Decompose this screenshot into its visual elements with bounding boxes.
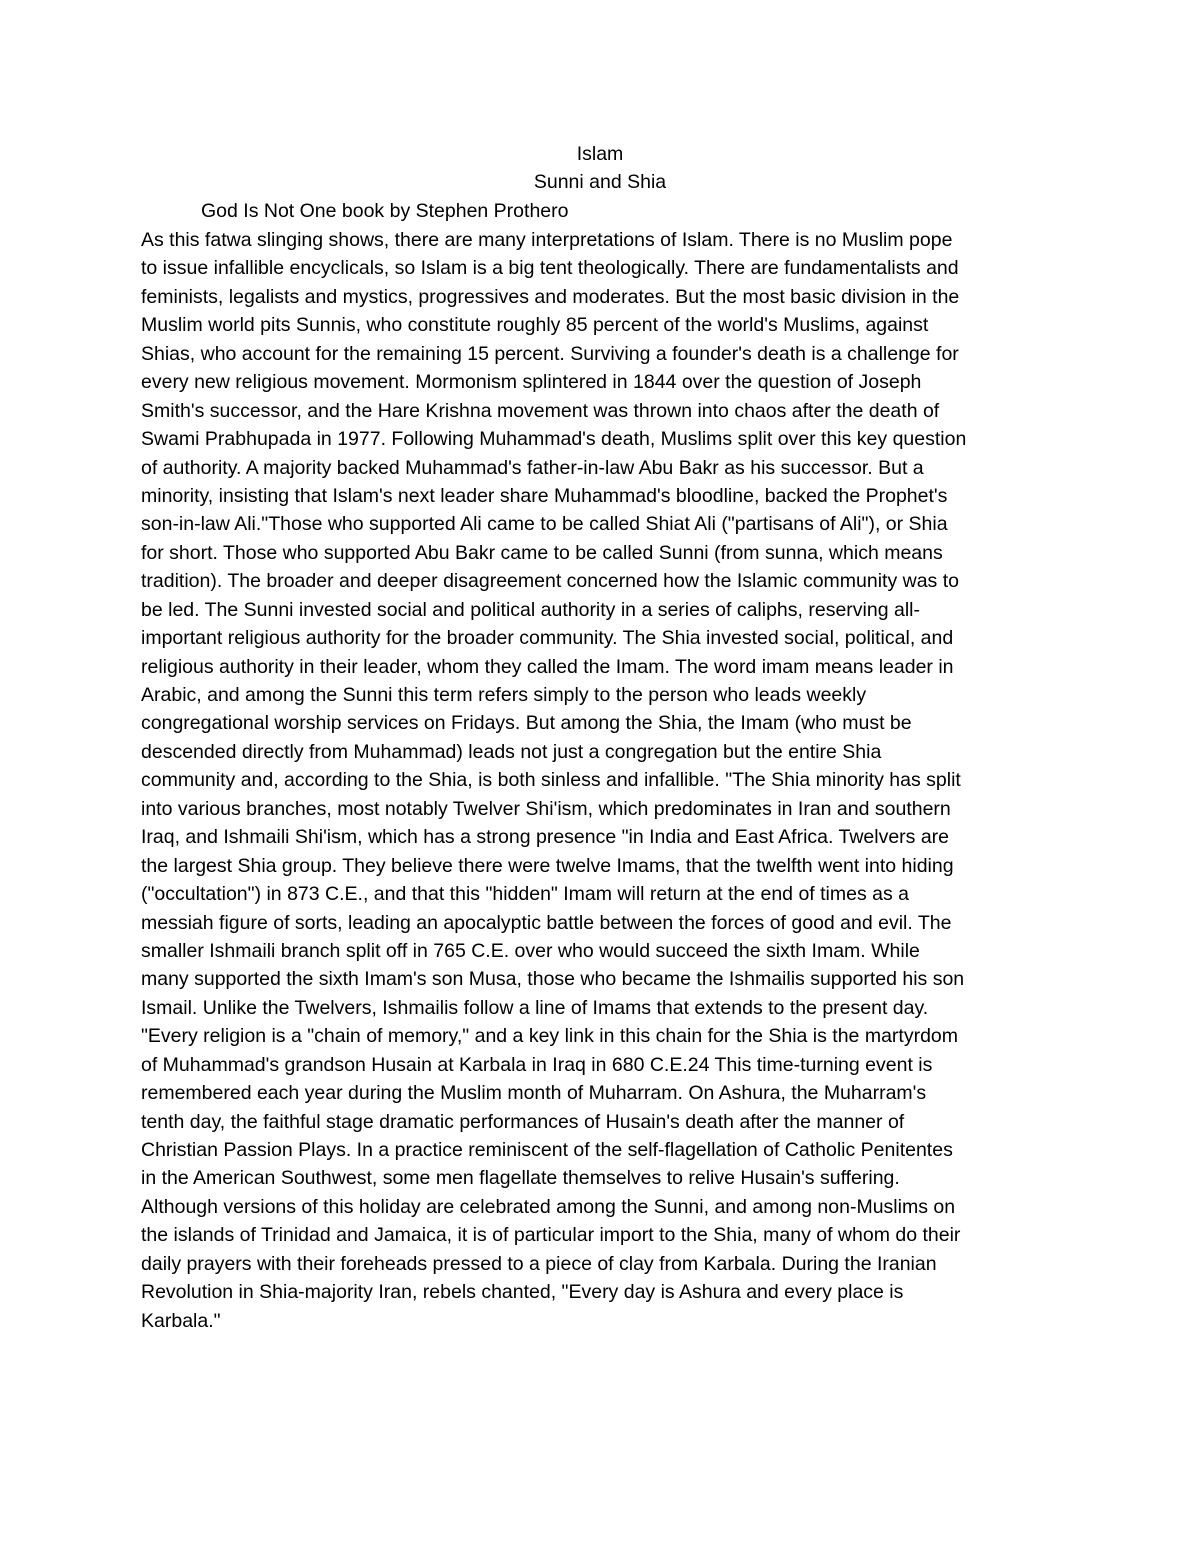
body-line: in the American Southwest, some men flagellate themselves to relive Husain's suffering. [141, 1167, 900, 1190]
document-subtitle: Sunni and Shia [533, 171, 667, 193]
body-line: the largest Shia group. They believe there were twelve Imams, that the twelfth went into hiding [141, 854, 954, 877]
body-line: the islands of Trinidad and Jamaica, it is of particular import to the Shia, many of whom do their [141, 1224, 961, 1247]
body-line: son-in-law Ali."Those who supported Ali came to be called Shiat Ali ("partisans of Ali"), or Shia [141, 513, 948, 536]
body-line: daily prayers with their foreheads pressed to a piece of clay from Karbala. During the Iranian [141, 1252, 937, 1275]
body-line: Muslim world pits Sunnis, who constitute roughly 85 percent of the world's Muslims, against [141, 314, 929, 337]
body-line: Iraq, and Ishmaili Shi'ism, which has a strong presence "in India and East Africa. Twelvers are [141, 826, 950, 849]
body-line: Christian Passion Plays. In a practice reminiscent of the self-flagellation of Catholic Penitentes [141, 1139, 953, 1161]
body-paragraph [141, 226, 1061, 1335]
body-line: of authority. A majority backed Muhammad's father-in-law Abu Bakr as his successor. But a [141, 456, 924, 479]
source-citation: God Is Not One book by Stephen Prothero [201, 200, 569, 222]
body-line: be led. The Sunni invested social and political authority in a series of caliphs, reserving all- [141, 598, 920, 621]
body-line: As this fatwa slinging shows, there are many interpretations of Islam. There is no Muslim pope [141, 229, 953, 251]
body-line: every new religious movement. Mormonism splintered in 1844 over the question of Joseph [141, 371, 922, 394]
body-line: important religious authority for the broader community. The Shia invested social, political, and [141, 627, 954, 650]
body-line: Swami Prabhupada in 1977. Following Muhammad's death, Muslims split over this key question [141, 428, 967, 451]
body-line: many supported the sixth Imam's son Musa, those who became the Ishmailis supported his son [141, 968, 965, 991]
body-line: Shias, who account for the remaining 15 percent. Surviving a founder's death is a challenge for [141, 342, 959, 365]
body-line: Although versions of this holiday are celebrated among the Sunni, and among non-Muslims on [141, 1195, 956, 1218]
body-line: Ismail. Unlike the Twelvers, Ishmailis follow a line of Imams that extends to the present day. [141, 996, 929, 1019]
body-line: descended directly from Muhammad) leads not just a congregation but the entire Shia [141, 740, 882, 763]
body-line: congregational worship services on Fridays. But among the Shia, the Imam (who must be [141, 712, 912, 735]
body-line: into various branches, most notably Twelver Shi'ism, which predominates in Iran and southern [141, 797, 951, 820]
body-line: Smith's successor, and the Hare Krishna movement was thrown into chaos after the death of [141, 399, 940, 422]
body-line: minority, insisting that Islam's next leader share Muhammad's bloodline, backed the Prophet's [141, 484, 948, 507]
body-line: smaller Ishmaili branch split off in 765 C.E. over who would succeed the sixth Imam. While [141, 939, 920, 962]
body-line: "Every religion is a "chain of memory," and a key link in this chain for the Shia is the martyrdom [141, 1025, 959, 1048]
body-line: messiah figure of sorts, leading an apocalyptic battle between the forces of good and evil. The [141, 911, 952, 934]
body-line: to issue infallible encyclicals, so Islam is a big tent theologically. There are fundamentalists and [141, 257, 959, 280]
body-line: ("occultation") in 873 C.E., and that this "hidden" Imam will return at the end of times as a [141, 883, 909, 906]
body-line: community and, according to the Shia, is both sinless and infallible. "The Shia minority has split [141, 769, 961, 792]
body-line: Karbala." [141, 1309, 221, 1332]
body-line: remembered each year during the Muslim month of Muharram. On Ashura, the Muharram's [141, 1082, 927, 1105]
document-title: Islam [576, 143, 624, 165]
body-line: tradition). The broader and deeper disagreement concerned how the Islamic community was to [141, 570, 959, 593]
body-line: feminists, legalists and mystics, progressives and moderates. But the most basic division in the [141, 285, 960, 308]
body-line: Arabic, and among the Sunni this term refers simply to the person who leads weekly [141, 684, 867, 706]
body-line: for short. Those who supported Abu Bakr came to be called Sunni (from sunna, which means [141, 541, 943, 564]
body-line: Revolution in Shia-majority Iran, rebels chanted, "Every day is Ashura and every place is [141, 1281, 904, 1304]
body-line: religious authority in their leader, whom they called the Imam. The word imam means leader in [141, 655, 954, 678]
body-line: of Muhammad's grandson Husain at Karbala in Iraq in 680 C.E.24 This time-turning event is [141, 1053, 933, 1076]
body-line: tenth day, the faithful stage dramatic performances of Husain's death after the manner of [141, 1110, 905, 1133]
